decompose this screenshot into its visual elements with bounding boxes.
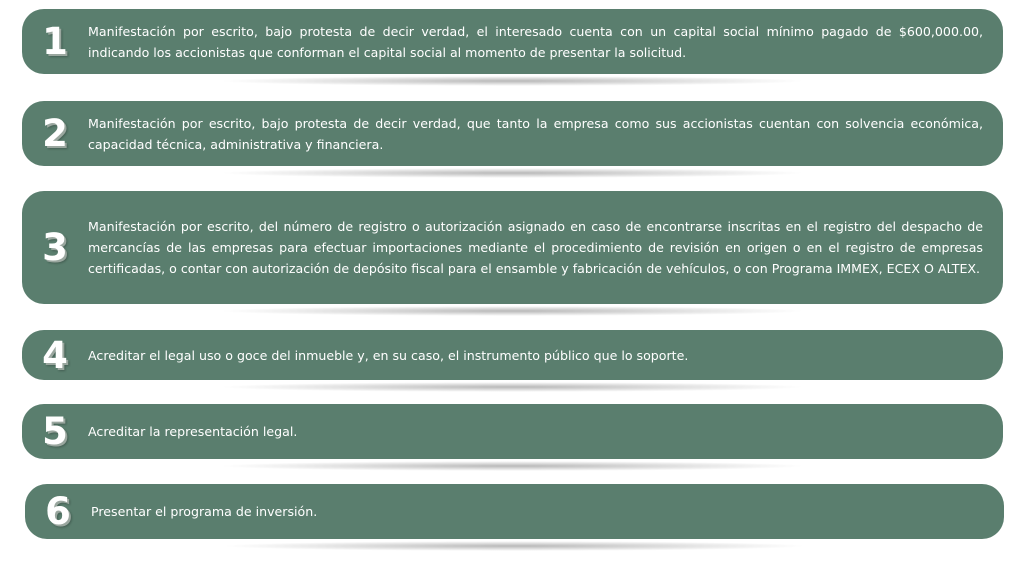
requirement-text: Acreditar la representación legal. <box>88 424 298 439</box>
requirement-text: Presentar el programa de inversión. <box>91 504 318 519</box>
requirement-number: 4 <box>42 333 68 377</box>
requirement-text: Manifestación por escrito, bajo protesta de decir verdad, el interesado cuenta con un capital social mínimo pagado de $600,000.00, indicando los accionistas que conforman el capital social al momento de presentar la solicitud. <box>88 23 983 60</box>
requirement-card-3 <box>22 191 1003 304</box>
requirement-card-2 <box>22 101 1003 166</box>
requirement-text: Manifestación por escrito, del número de registro o autorización asignado en caso de encontrarse inscritas en el registro del despacho de mercancías de las empresas para efectuar importaciones mediante el procedimiento de revisión en origen o en el registro de empresas certificadas, o contar con autorización de depósito fiscal para el ensamble y fabricación de vehículos, o con Programa IMMEX, ECEX O ALTEX. <box>88 219 983 276</box>
requirement-number: 6 <box>45 490 71 533</box>
requirement-text: Manifestación por escrito, bajo protesta de decir verdad, que tanto la empresa como sus accionistas cuentan con solvencia económica, capacidad técnica, administrativa y financiera. <box>88 115 983 152</box>
requirement-card-6 <box>25 484 1004 539</box>
requirement-card-5 <box>22 404 1003 459</box>
requirement-number: 1 <box>42 20 68 63</box>
requirement-card-4 <box>22 330 1003 380</box>
requirement-number: 5 <box>42 410 68 453</box>
requirement-text: Acreditar el legal uso o goce del inmueble y, en su caso, el instrumento público que lo soporte. <box>88 347 689 363</box>
requirement-card-1 <box>22 9 1003 74</box>
requirement-number: 3 <box>42 226 68 269</box>
requirement-number: 2 <box>42 112 68 155</box>
